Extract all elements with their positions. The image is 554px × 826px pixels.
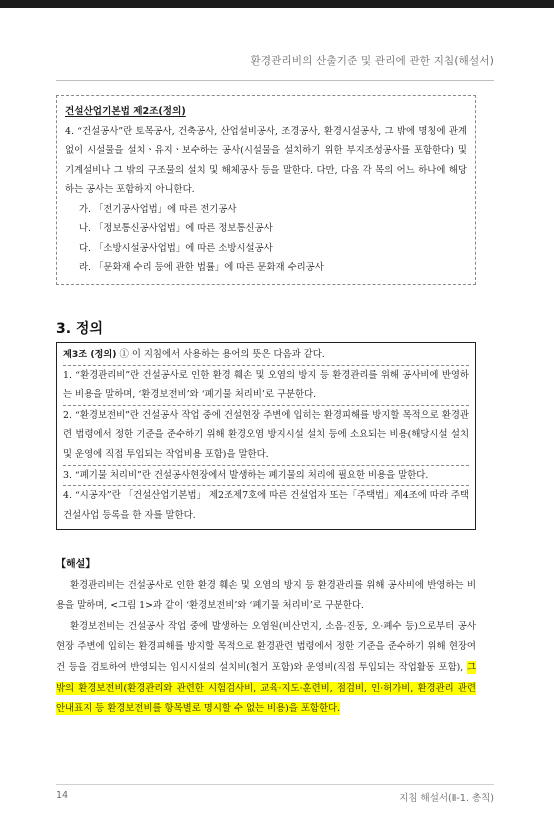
footer-divider — [56, 784, 494, 785]
definition-box — [56, 342, 476, 530]
definition-item: 2. “환경보전비”란 건설공사 작업 중에 건설현장 주변에 입히는 환경피해를 방지할 목적으로 환경관련 법령에서 정한 기준을 준수하기 위해 환경오염 방지시설 설치 등에 소요되는 비용(해당시설 설치 및 운영에 직접 투입되는 작업비용 포함)을 말한다. — [63, 406, 469, 466]
footer-title: 지침 해설서(Ⅱ-1. 총칙) — [399, 793, 494, 804]
definition-item: 1. “환경관리비”란 건설공사로 인한 환경 훼손 및 오염의 방지 등 환경관리를 위해 공사비에 반영하는 비용을 말하며, ‘환경보전비’와 ‘폐기물 처리비’로 구분한다. — [63, 366, 469, 406]
commentary-text: 환경보전비는 건설공사 작업 중에 발생하는 오염원(비산먼지, 소음·진동, 오·폐수 등)으로부터 공사현장 주변에 입히는 환경피해를 방지할 목적으로 환경관련 법령에서 정한 기준을 준수하기 위해 현장여건 등을 검토하여 반영되는 임시시설의 설치비(철거 포함)와 운영비(직접 투입되는 작업활동 포함), — [56, 620, 476, 673]
running-header: 환경관리비의 산출기준 및 관리에 관한 지침(해설서) — [250, 55, 494, 67]
law-excerpt-item: 나. 「정보통신공사업법」에 따른 정보통신공사 — [79, 223, 273, 234]
header-divider — [56, 80, 494, 81]
commentary-paragraph: 환경관리비는 건설공사로 인한 환경 훼손 및 오염의 방지 등 환경관리를 위해 공사비에 반영하는 비용을 말하며, <그림 1>과 같이 ‘환경보전비’와 ‘폐기물 처리비’로 구분한다. — [56, 579, 476, 612]
section-title: 3. 정의 — [56, 321, 103, 337]
highlighted-text: 그 밖의 환경보전비(환경관리와 관련한 시험검사비, 교육·지도·훈련비, 점검비, 인·허가비, 환경관리 관련 안내표지 등 환경보전비를 항목별로 명시할 수 없는 비용)을 포함한다. — [56, 661, 476, 715]
law-excerpt-title: 건설산업기본법 제2조(정의) — [65, 106, 186, 117]
top-bar — [0, 0, 554, 8]
definition-item: 4. “시공자”란 「건설산업기본법」 제2조제7호에 따른 건설업자 또는「주택법」제4조에 따라 주택건설사업 등록을 한 자를 말한다. — [63, 490, 469, 521]
article-label: 제3조 (정의) — [63, 349, 117, 360]
commentary-label: 【해설】 — [56, 559, 96, 570]
law-excerpt-box — [56, 95, 476, 285]
law-excerpt-item: 다. 「소방시설공사업법」에 따른 소방시설공사 — [79, 242, 273, 254]
commentary-section — [56, 555, 476, 720]
definition-intro — [63, 345, 469, 366]
commentary-paragraph — [56, 617, 476, 720]
article-intro-text: ① 이 지침에서 사용하는 용어의 뜻은 다음과 같다. — [116, 349, 325, 360]
law-excerpt-paragraph: 4. “건설공사”란 토목공사, 건축공사, 산업설비공사, 조경공사, 환경시설공사, 그 밖에 명칭에 관계없이 시설물을 설치ㆍ유지ㆍ보수하는 공사(시설물을 설치하기 위한 부지조성공사를 포함한다) 및 기계설비나 그 밖의 구조물의 설치 및 해체공사 등을 말한다. 다만, 다음 각 목의 어느 하나에 해당하는 공사는 포함하지 아니한다. — [65, 125, 467, 195]
law-excerpt-item: 가. 「전기공사업법」에 따른 전기공사 — [79, 203, 237, 215]
page-number: 14 — [56, 790, 69, 801]
definition-item: 3. “폐기물 처리비”란 건설공사현장에서 발생하는 폐기물의 처리에 필요한 비용을 말한다. — [63, 466, 469, 487]
law-excerpt-item: 라. 「문화재 수리 등에 관한 법률」에 따른 문화재 수리공사 — [79, 262, 324, 273]
